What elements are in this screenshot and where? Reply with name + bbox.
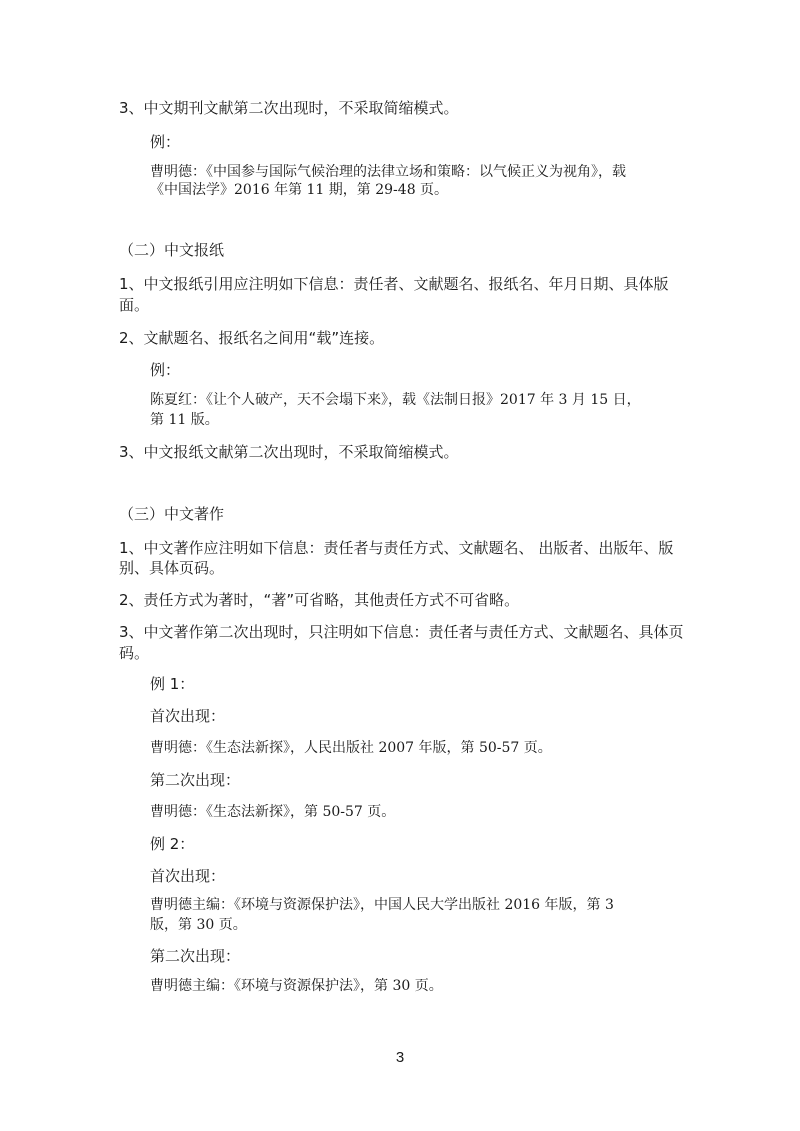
example-label: 例：	[150, 361, 181, 379]
item-2-newspaper: 2、文献题名、报纸名之间用“载”连接。	[119, 329, 385, 347]
item-3-books-line-2: 码。	[119, 644, 150, 662]
second-occurrence-label: 第二次出现：	[150, 771, 241, 789]
example-citation-line-2: 《中国法学》2016 年第 11 期，第 29-48 页。	[150, 182, 449, 198]
section-heading-books: （三）中文著作	[119, 505, 225, 523]
section-heading-newspaper: （二）中文报纸	[119, 241, 225, 259]
example-2-first-citation-line-2: 版，第 30 页。	[150, 917, 247, 933]
example-citation-line-1: 曹明德：《中国参与国际气候治理的法律立场和策略：以气候正义为视角》，载	[150, 164, 626, 180]
item-1-books-line-2: 别、具体页码。	[119, 559, 225, 577]
item-1-newspaper-line-1: 1、中文报纸引用应注明如下信息：责任者、文献题名、报纸名、年月日期、具体版	[119, 275, 669, 293]
example-1-first-citation: 曹明德：《生态法新探》，人民出版社 2007 年版，第 50-57 页。	[150, 740, 552, 756]
example-2-label: 例 2：	[150, 835, 195, 853]
first-occurrence-label: 首次出现：	[150, 707, 226, 725]
item-1-newspaper-line-2: 面。	[119, 296, 150, 314]
example-2-second-citation: 曹明德主编：《环境与资源保护法》，第 30 页。	[150, 978, 443, 994]
item-1-books-line-1: 1、中文著作应注明如下信息：责任者与责任方式、文献题名、 出版者、出版年、版	[119, 539, 674, 557]
example-2-first-citation-line-1: 曹明德主编：《环境与资源保护法》，中国人民大学出版社 2016 年版，第 3	[150, 897, 614, 913]
item-3-newspaper: 3、中文报纸文献第二次出现时，不采取简缩模式。	[119, 443, 459, 461]
example-citation-line-2: 第 11 版。	[150, 412, 219, 428]
example-citation-line-1: 陈夏红：《让个人破产，天不会塌下来》，载《法制日报》2017 年 3 月 15 日，	[150, 392, 641, 408]
page-number: 3	[395, 1049, 405, 1066]
example-label: 例：	[150, 133, 181, 151]
example-1-second-citation: 曹明德：《生态法新探》，第 50-57 页。	[150, 804, 396, 820]
second-occurrence-label: 第二次出现：	[150, 947, 241, 965]
example-1-label: 例 1：	[150, 675, 195, 693]
item-3-journal: 3、中文期刊文献第二次出现时，不采取简缩模式。	[119, 99, 459, 117]
item-3-books-line-1: 3、中文著作第二次出现时，只注明如下信息：责任者与责任方式、文献题名、具体页	[119, 623, 684, 641]
first-occurrence-label: 首次出现：	[150, 867, 226, 885]
item-2-books: 2、责任方式为著时，“著”可省略，其他责任方式不可省略。	[119, 591, 520, 609]
